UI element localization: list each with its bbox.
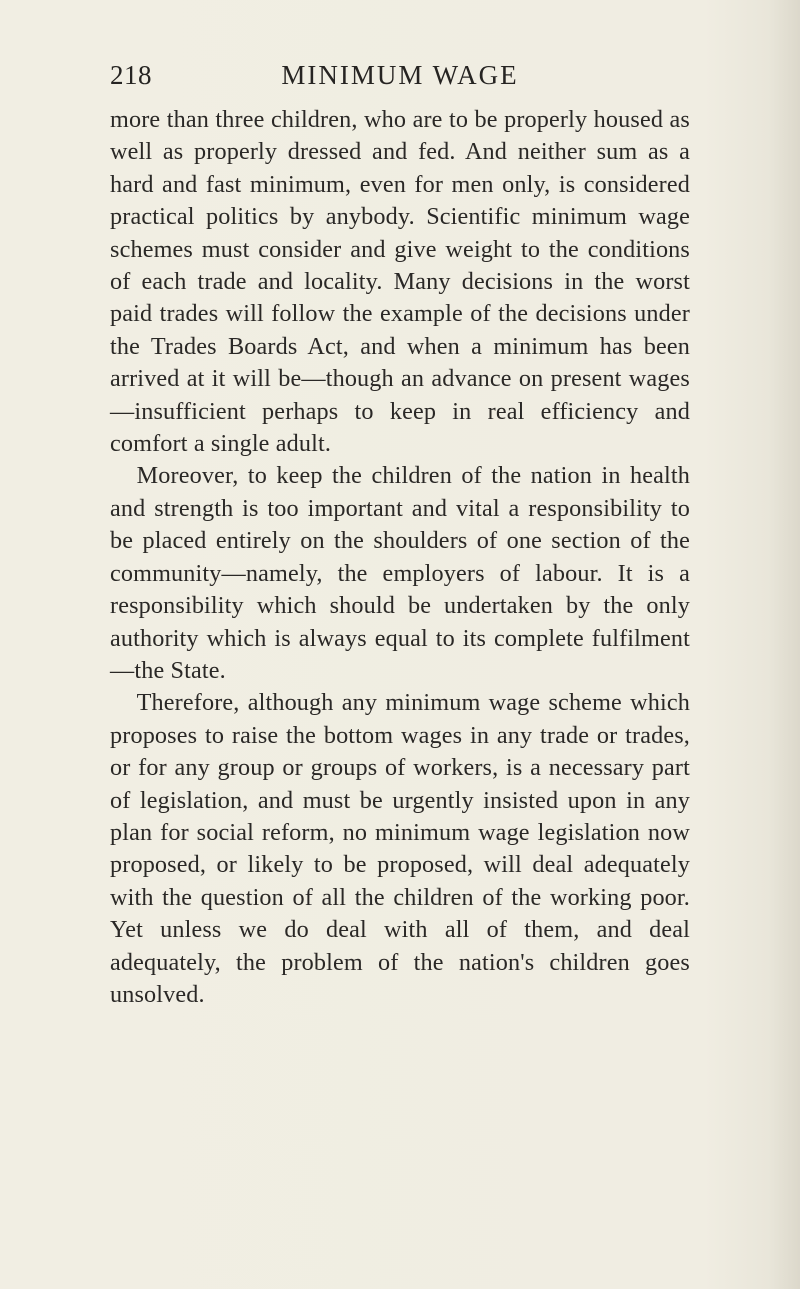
- paragraph-2: Moreover, to keep the children of the nation in health and strength is too important and vital a responsibility to be placed entirely on the shoulders of one section of the community—namely, the employers of labour. It is a responsibility which should be undertaken by the only authority which is always equal to its complete fulfilment—the State.: [110, 462, 690, 684]
- running-head: MINIMUM WAGE: [281, 60, 519, 90]
- page-header: [110, 60, 690, 100]
- body-text: [110, 104, 690, 1011]
- page-number: 218: [110, 60, 152, 90]
- paragraph-1: more than three children, who are to be properly housed as well as properly dressed and fed. And neither sum as a hard and fast minimum, even for men only, is considered practical politics by anybody. Scientific minimum wage schemes must consider and give weight to the conditions of each trade and locality. Many decisions in the worst paid trades will follow the example of the decisions under the Trades Boards Act, and when a minimum has been arrived at it will be—though an advance on present wages—insufficient perhaps to keep in real efficiency and comfort a single adult.: [110, 106, 690, 458]
- paragraph-3: Therefore, although any minimum wage scheme which proposes to raise the bottom wages in any trade or trades, or for any group or groups of workers, is a necessary part of legislation, and must be urgently insisted upon in any plan for social reform, no minimum wage legislation now proposed, or likely to be proposed, will deal adequately with the question of all the children of the working poor. Yet unless we do deal with all of them, and deal adequately, the problem of the nation's children goes unsolved.: [110, 689, 690, 1008]
